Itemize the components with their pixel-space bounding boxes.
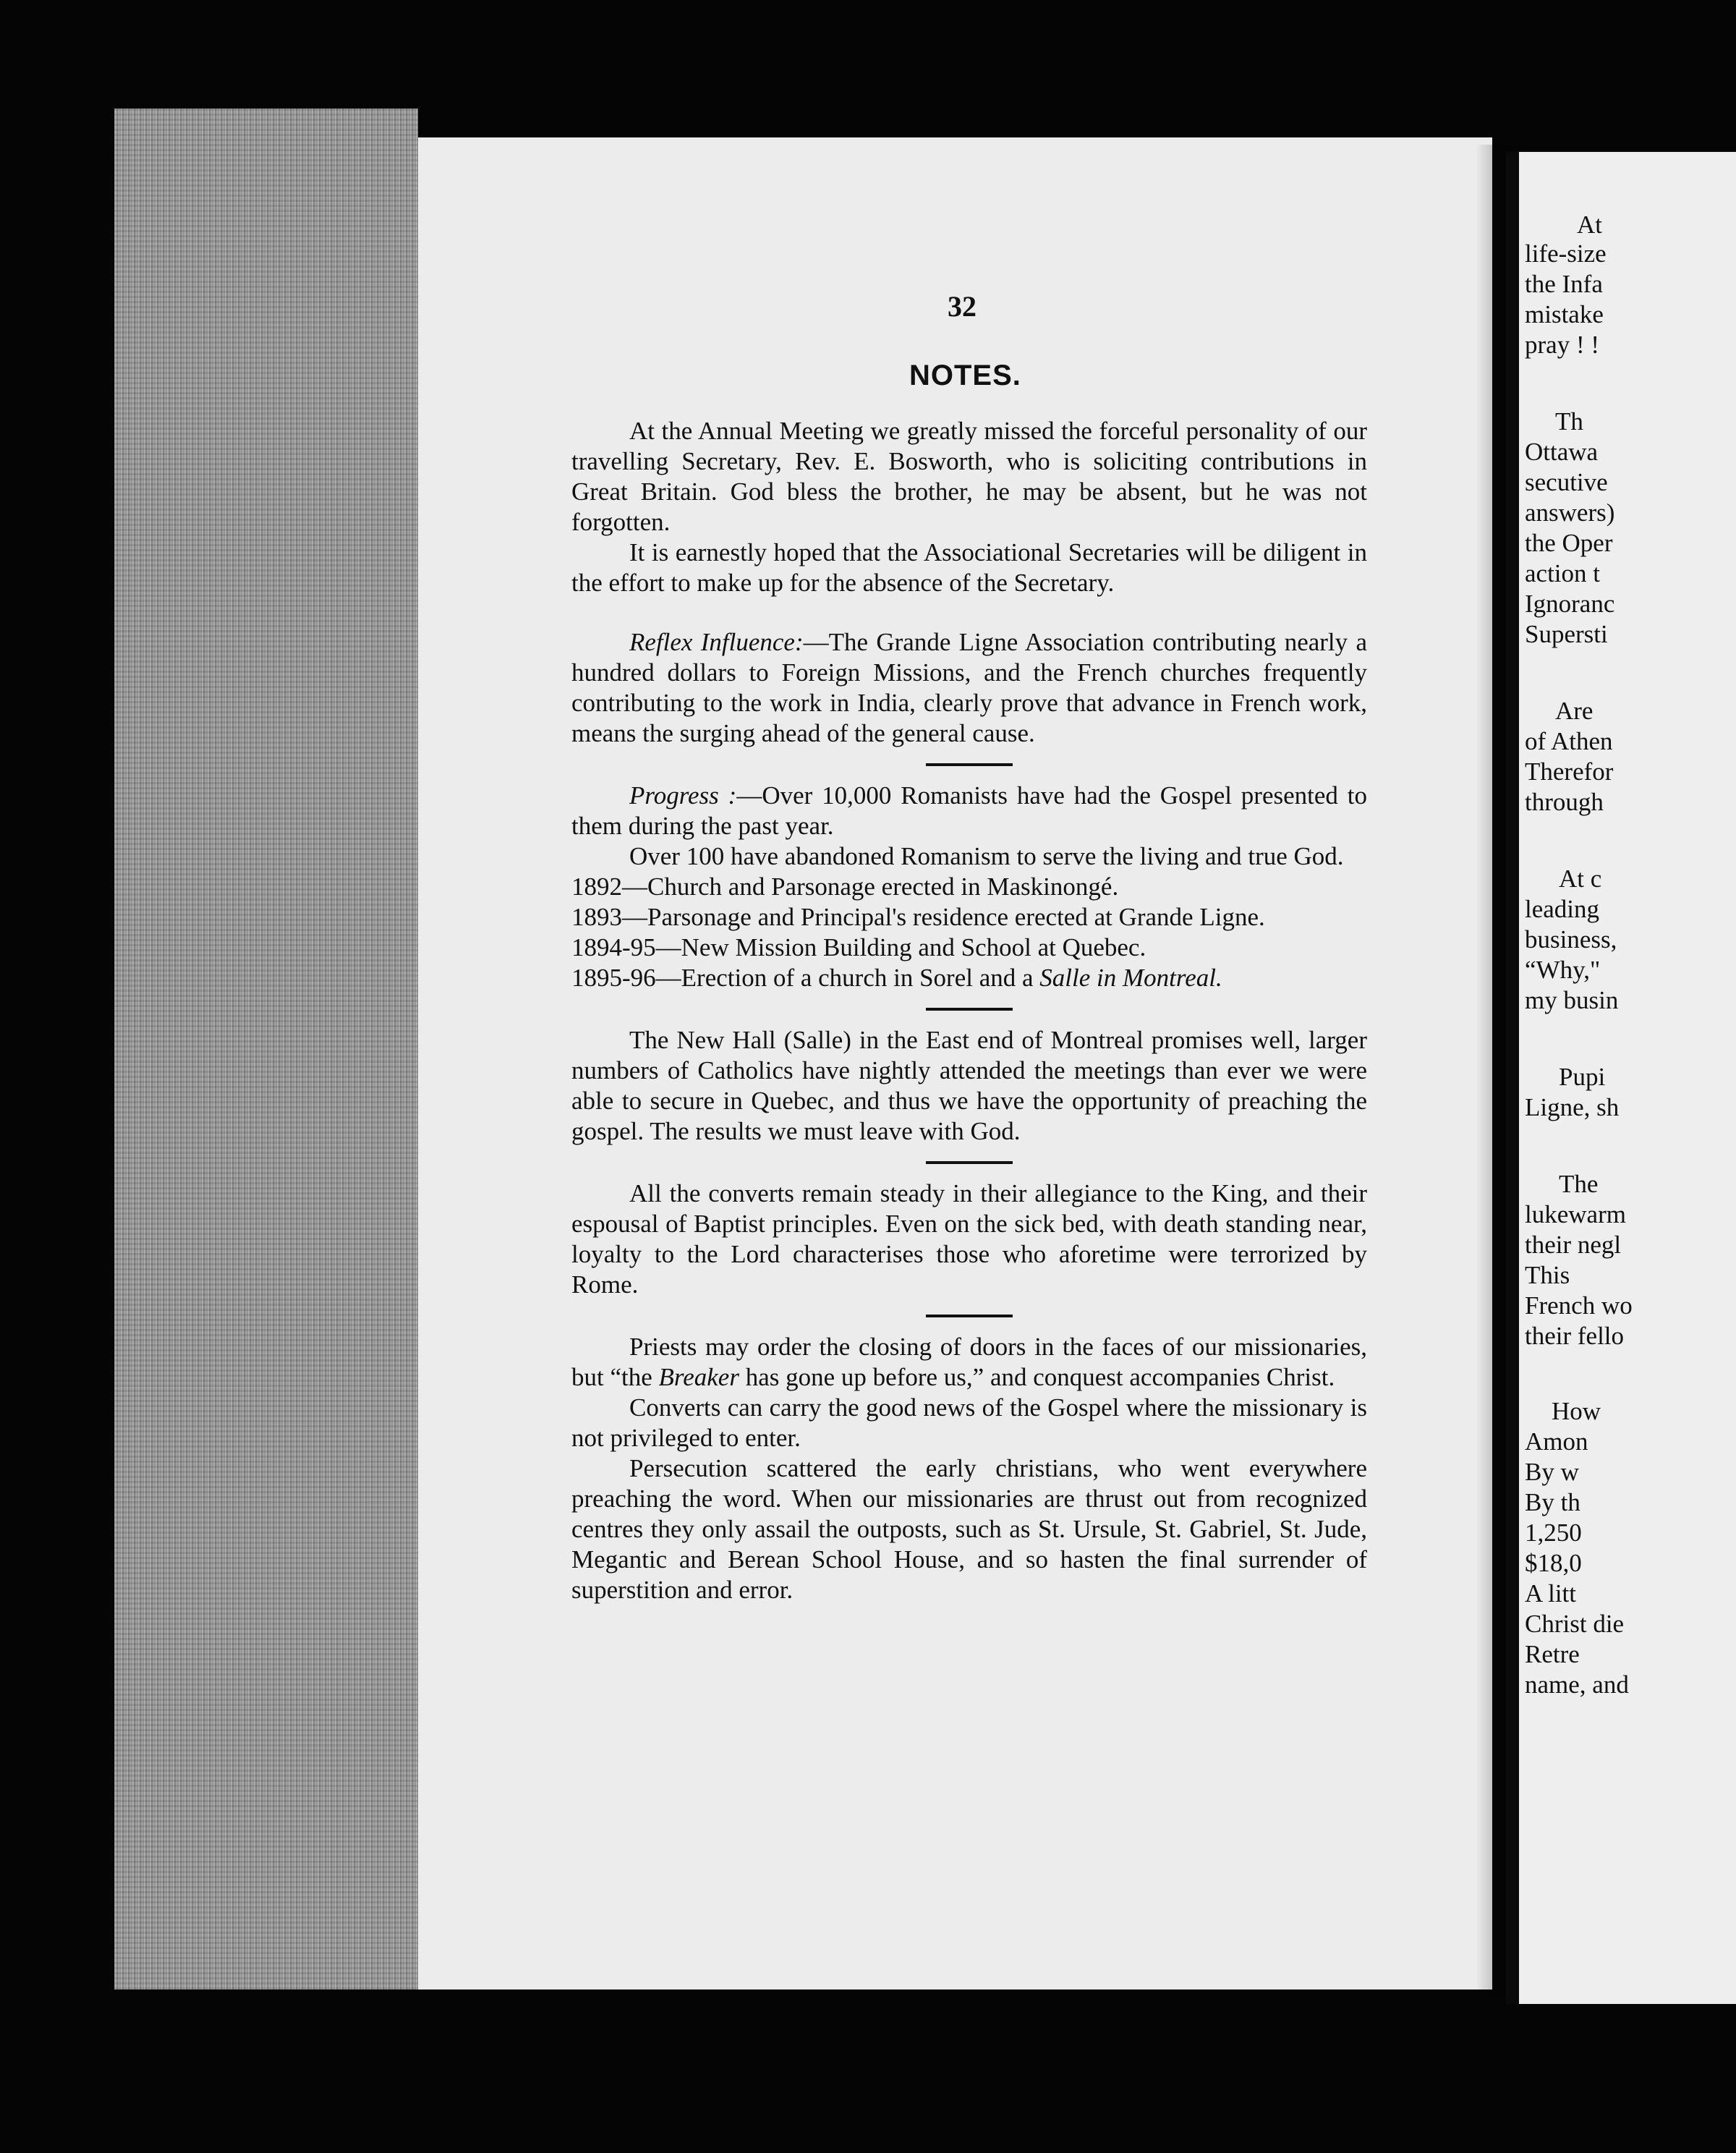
right-page-text-fragment: Ignoranc xyxy=(1525,590,1615,618)
right-page-text-fragment: leading xyxy=(1525,895,1600,923)
right-page-text-fragment: French wo xyxy=(1525,1291,1633,1320)
paragraph: Persecution scattered the early christians, who went everywhere preaching the word. When our missionaries are thrust out from recognized centres they only assail the outposts, such as St. Ursule, St. Gabriel, St. Jude, Megantic and Berean School House, and so hasten the final surrender of superstition and error. xyxy=(571,1454,1367,1604)
right-page-text-fragment: answers) xyxy=(1525,498,1615,527)
right-page-text-fragment: business, xyxy=(1525,925,1617,954)
section-rule xyxy=(926,763,1013,766)
right-page-text-fragment: A litt xyxy=(1525,1579,1576,1608)
right-page-text-fragment: action t xyxy=(1525,559,1600,587)
right-page-text-fragment: mistake xyxy=(1525,300,1604,328)
right-page-text-fragment: their negl xyxy=(1525,1231,1622,1259)
right-page-text-fragment: the Oper xyxy=(1525,529,1613,557)
paragraph-reflex-influence xyxy=(571,627,1367,749)
paragraph-body: —The Grande Ligne Association contributing nearly a hundred dollars to Foreign Missions, and the French churches frequently contributing to the work in India, clearly prove that advance in French work, means the surging ahead of the general cause. xyxy=(571,628,1368,747)
right-page-text-fragment: “Why," xyxy=(1525,956,1601,984)
right-page-text-fragment: secutive xyxy=(1525,468,1608,496)
right-page-text-fragment: Pupi xyxy=(1559,1063,1606,1091)
right-page-text-fragment: lukewarm xyxy=(1525,1200,1626,1228)
paragraph-body: has gone up before us,” and conquest accompanies Christ. xyxy=(739,1363,1335,1391)
right-page-text-fragment: Retre xyxy=(1525,1640,1580,1668)
right-page-text-fragment: the Infa xyxy=(1525,270,1603,298)
paragraph-body: Priests may order the closing of doors in the faces of our missionaries, but “the xyxy=(571,1333,1367,1391)
right-page-text-fragment: $18,0 xyxy=(1525,1549,1582,1577)
paragraph: Over 100 have abandoned Romanism to serve the living and true God. xyxy=(629,842,1344,870)
right-page-text-fragment: Ligne, sh xyxy=(1525,1093,1620,1121)
right-page-text-fragment: pray ! ! xyxy=(1525,331,1600,359)
right-page-text-fragment: Ottawa xyxy=(1525,438,1599,466)
right-page-text-fragment: This xyxy=(1525,1261,1570,1289)
right-page-text-fragment: By th xyxy=(1525,1488,1580,1516)
paragraph-progress xyxy=(571,781,1367,841)
right-page xyxy=(1506,152,1736,2004)
right-page-text-fragment: At c xyxy=(1559,865,1602,893)
timeline-entry: 1894-95—New Mission Building and School at Quebec. xyxy=(571,933,1146,961)
book-page-edge xyxy=(114,109,418,1989)
paragraph-lead: Reflex Influence: xyxy=(629,628,804,656)
notes-column xyxy=(571,416,1367,1605)
paragraph: The New Hall (Salle) in the East end of Montreal promises well, larger numbers of Catholics have nightly attended the meetings than ever we were able to secure in Quebec, and thus we have the opportunity of preaching the gospel. The results we must leave with God. xyxy=(571,1026,1367,1145)
paragraph: It is earnestly hoped that the Associational Secretaries will be diligent in the effort to make up for the absence of the Secretary. xyxy=(571,538,1367,597)
page-number: 32 xyxy=(948,290,977,323)
right-page-text-fragment: At xyxy=(1577,211,1602,239)
paragraph: At the Annual Meeting we greatly missed the forceful personality of our travelling Secretary, Rev. E. Bosworth, who is soliciting contributions in Great Britain. God bless the brother, he may be absent, but he was not forgotten. xyxy=(571,417,1367,536)
right-page-text-fragment: Therefor xyxy=(1525,757,1614,786)
section-rule xyxy=(926,1008,1013,1011)
right-page-text-fragment: of Athen xyxy=(1525,727,1613,755)
right-page-text-fragment: life-size xyxy=(1525,239,1607,268)
timeline-entry-body: 1895-96—Erection of a church in Sorel and a xyxy=(571,964,1040,992)
page-title: NOTES. xyxy=(909,360,1021,391)
paragraph xyxy=(571,1332,1367,1393)
right-page-text-fragment: Amon xyxy=(1525,1427,1588,1456)
paragraph: Converts can carry the good news of the Gospel where the missionary is not privileged to enter. xyxy=(571,1393,1367,1452)
right-page-text-fragment: Are xyxy=(1555,697,1594,725)
timeline-entry: 1893—Parsonage and Principal's residence erected at Grande Ligne. xyxy=(571,903,1265,931)
right-page-text-fragment: 1,250 xyxy=(1525,1519,1582,1547)
paragraph: All the converts remain steady in their allegiance to the King, and their espousal of Baptist principles. Even on the sick bed, with death standing near, loyalty to the Lord characterises those who aforetime were terrorized by Rome. xyxy=(571,1179,1367,1299)
right-page-text-fragment: my busin xyxy=(1525,986,1619,1014)
right-page-text-fragment: Christ die xyxy=(1525,1610,1625,1638)
right-page-text-fragment: Supersti xyxy=(1525,620,1608,648)
right-page-text-fragment: How xyxy=(1552,1397,1601,1425)
right-page-text-fragment: Th xyxy=(1555,407,1583,436)
timeline-entry-italic: Salle in Montreal. xyxy=(1039,964,1222,992)
timeline-entry xyxy=(571,963,1367,993)
section-rule xyxy=(926,1161,1013,1164)
right-page-text-fragment: name, and xyxy=(1525,1670,1629,1699)
paragraph-body: —Over 10,000 Romanists have had the Gospel presented to them during the past year. xyxy=(571,781,1367,840)
right-page-text-fragment: The xyxy=(1559,1170,1599,1198)
paragraph-lead: Progress : xyxy=(629,781,737,810)
right-page-text-fragment: By w xyxy=(1525,1458,1579,1486)
section-rule xyxy=(926,1315,1013,1317)
right-page-text-fragment: their fello xyxy=(1525,1322,1625,1350)
timeline-entry: 1892—Church and Parsonage erected in Maskinongé. xyxy=(571,872,1119,901)
right-page-text-fragment: through xyxy=(1525,788,1604,816)
paragraph-italic: Breaker xyxy=(658,1363,739,1391)
